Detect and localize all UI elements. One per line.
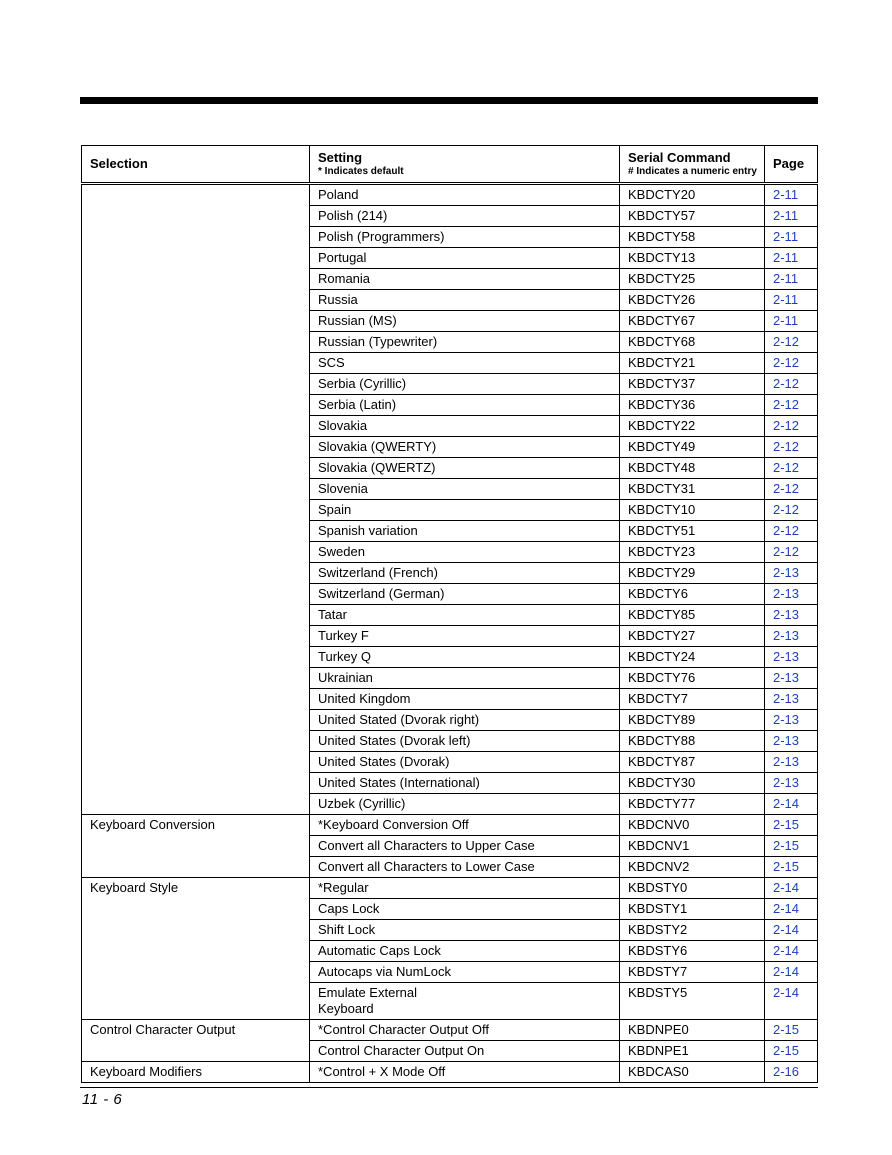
cell-page [765, 689, 818, 710]
table-row [82, 689, 818, 710]
cell-setting: Control Character Output On [310, 1041, 620, 1062]
cell-selection [82, 836, 310, 857]
table-row [82, 605, 818, 626]
page-link[interactable]: 2-11 [773, 229, 799, 244]
cell-serial-command: KBDCTY37 [620, 374, 765, 395]
table-body [82, 184, 818, 1083]
table-row [82, 332, 818, 353]
cell-selection [82, 1041, 310, 1062]
cell-page [765, 920, 818, 941]
table-header-row [82, 146, 818, 184]
page-link[interactable]: 2-13 [773, 775, 800, 790]
page-link[interactable]: 2-12 [773, 418, 800, 433]
cell-setting: Slovenia [310, 479, 620, 500]
cell-page [765, 437, 818, 458]
cell-selection [82, 311, 310, 332]
cell-serial-command: KBDCTY7 [620, 689, 765, 710]
cell-serial-command: KBDCTY10 [620, 500, 765, 521]
table-row [82, 857, 818, 878]
cell-page [765, 500, 818, 521]
cell-setting: United States (Dvorak left) [310, 731, 620, 752]
table-row [82, 227, 818, 248]
table-row [82, 542, 818, 563]
table-row [82, 710, 818, 731]
page-link[interactable]: 2-14 [773, 796, 800, 811]
cell-page [765, 479, 818, 500]
cell-setting: Caps Lock [310, 899, 620, 920]
cell-setting: *Control + X Mode Off [310, 1062, 620, 1083]
page-link[interactable]: 2-13 [773, 670, 800, 685]
cell-setting: Tatar [310, 605, 620, 626]
table-row [82, 184, 818, 206]
header-serial-command-label: Serial Command [628, 150, 731, 165]
page-link[interactable]: 2-11 [773, 271, 799, 286]
cell-setting: Autocaps via NumLock [310, 962, 620, 983]
cell-serial-command: KBDCTY30 [620, 773, 765, 794]
cell-selection [82, 689, 310, 710]
table-row [82, 1041, 818, 1062]
cell-serial-command: KBDSTY7 [620, 962, 765, 983]
cell-serial-command: KBDNPE1 [620, 1041, 765, 1062]
cell-setting: Russian (MS) [310, 311, 620, 332]
cell-page [765, 248, 818, 269]
cell-selection [82, 773, 310, 794]
cell-selection [82, 794, 310, 815]
cell-serial-command: KBDCTY29 [620, 563, 765, 584]
top-rule [80, 97, 818, 104]
page-link[interactable]: 2-13 [773, 586, 800, 601]
cell-page [765, 836, 818, 857]
cell-selection [82, 374, 310, 395]
cell-serial-command: KBDCTY51 [620, 521, 765, 542]
cell-selection [82, 416, 310, 437]
table-row [82, 899, 818, 920]
cell-selection [82, 731, 310, 752]
cell-page [765, 290, 818, 311]
cell-setting: United States (Dvorak) [310, 752, 620, 773]
page-link[interactable]: 2-12 [773, 334, 800, 349]
cell-selection [82, 479, 310, 500]
page-link[interactable]: 2-15 [773, 1043, 800, 1058]
page-link[interactable]: 2-12 [773, 460, 800, 475]
cell-setting: Shift Lock [310, 920, 620, 941]
cell-serial-command: KBDCNV2 [620, 857, 765, 878]
cell-setting: Romania [310, 269, 620, 290]
cell-serial-command: KBDCTY67 [620, 311, 765, 332]
cell-setting: Spanish variation [310, 521, 620, 542]
cell-selection [82, 899, 310, 920]
header-setting-label: Setting [318, 150, 363, 165]
table-row [82, 878, 818, 899]
table-row [82, 500, 818, 521]
table-row [82, 1020, 818, 1041]
header-setting [310, 146, 620, 184]
page-link[interactable]: 2-12 [773, 502, 800, 517]
page-link[interactable]: 2-13 [773, 712, 800, 727]
table-row [82, 206, 818, 227]
cell-serial-command: KBDCTY68 [620, 332, 765, 353]
cell-selection [82, 983, 310, 1020]
table-row [82, 437, 818, 458]
cell-setting: Turkey Q [310, 647, 620, 668]
cell-serial-command: KBDNPE0 [620, 1020, 765, 1041]
cell-serial-command: KBDSTY6 [620, 941, 765, 962]
cell-serial-command: KBDCTY31 [620, 479, 765, 500]
page-link[interactable]: 2-15 [773, 859, 800, 874]
cell-selection [82, 290, 310, 311]
cell-serial-command: KBDSTY5 [620, 983, 765, 1020]
cell-serial-command: KBDCTY76 [620, 668, 765, 689]
bottom-rule [80, 1087, 818, 1088]
cell-serial-command: KBDCTY85 [620, 605, 765, 626]
page-link[interactable]: 2-14 [773, 985, 800, 1000]
table-row [82, 962, 818, 983]
page-link[interactable]: 2-14 [773, 943, 800, 958]
table-row [82, 815, 818, 836]
table-row [82, 458, 818, 479]
cell-setting-line-2: Keyboard [318, 1001, 374, 1016]
page-link[interactable]: 2-12 [773, 544, 800, 559]
cell-serial-command: KBDSTY0 [620, 878, 765, 899]
header-page: Page [765, 146, 818, 184]
cell-setting: Portugal [310, 248, 620, 269]
table-row [82, 794, 818, 815]
table-row [82, 1062, 818, 1083]
table-row [82, 353, 818, 374]
table-row [82, 521, 818, 542]
cell-selection [82, 542, 310, 563]
page-link[interactable]: 2-12 [773, 355, 800, 370]
cell-page [765, 311, 818, 332]
table-row [82, 290, 818, 311]
cell-serial-command: KBDCTY36 [620, 395, 765, 416]
cell-setting: United Kingdom [310, 689, 620, 710]
cell-selection: Keyboard Modifiers [82, 1062, 310, 1083]
cell-page [765, 710, 818, 731]
cell-page [765, 563, 818, 584]
table-row [82, 563, 818, 584]
cell-serial-command: KBDCTY87 [620, 752, 765, 773]
table-row [82, 626, 818, 647]
cell-setting: *Regular [310, 878, 620, 899]
cell-selection [82, 521, 310, 542]
cell-setting: SCS [310, 353, 620, 374]
cell-page [765, 731, 818, 752]
page-link[interactable]: 2-13 [773, 754, 800, 769]
cell-setting: Serbia (Latin) [310, 395, 620, 416]
cell-selection [82, 668, 310, 689]
page-link[interactable]: 2-11 [773, 208, 799, 223]
cell-serial-command: KBDSTY2 [620, 920, 765, 941]
table-row [82, 416, 818, 437]
cell-setting: United States (International) [310, 773, 620, 794]
cell-selection [82, 353, 310, 374]
cell-selection [82, 563, 310, 584]
page-link[interactable]: 2-12 [773, 481, 800, 496]
table-row [82, 584, 818, 605]
cell-page [765, 857, 818, 878]
cell-page [765, 458, 818, 479]
page-link[interactable]: 2-11 [773, 313, 799, 328]
cell-setting: Slovakia [310, 416, 620, 437]
cell-page [765, 353, 818, 374]
cell-selection [82, 962, 310, 983]
page-link[interactable]: 2-13 [773, 649, 800, 664]
cell-setting: Convert all Characters to Upper Case [310, 836, 620, 857]
table-row [82, 773, 818, 794]
cell-serial-command: KBDCTY89 [620, 710, 765, 731]
cell-selection [82, 626, 310, 647]
cell-selection [82, 458, 310, 479]
cell-selection [82, 184, 310, 206]
header-setting-note: * Indicates default [318, 166, 404, 177]
table-row [82, 983, 818, 1020]
cell-serial-command: KBDCNV1 [620, 836, 765, 857]
cell-setting: Uzbek (Cyrillic) [310, 794, 620, 815]
cell-page [765, 962, 818, 983]
page-link[interactable]: 2-11 [773, 250, 799, 265]
cell-setting: *Keyboard Conversion Off [310, 815, 620, 836]
cell-selection [82, 710, 310, 731]
page-link[interactable]: 2-14 [773, 901, 800, 916]
cell-setting: United Stated (Dvorak right) [310, 710, 620, 731]
cell-selection [82, 752, 310, 773]
cell-selection [82, 395, 310, 416]
cell-page [765, 374, 818, 395]
cell-selection [82, 437, 310, 458]
cell-setting: Convert all Characters to Lower Case [310, 857, 620, 878]
cell-page [765, 1020, 818, 1041]
page-link[interactable]: 2-14 [773, 922, 800, 937]
cell-page [765, 878, 818, 899]
cell-selection: Keyboard Conversion [82, 815, 310, 836]
page-link[interactable]: 2-13 [773, 628, 800, 643]
cell-setting: Switzerland (German) [310, 584, 620, 605]
cell-setting: Polish (214) [310, 206, 620, 227]
header-selection: Selection [82, 146, 310, 184]
cell-setting: Serbia (Cyrillic) [310, 374, 620, 395]
cell-serial-command: KBDCTY23 [620, 542, 765, 563]
cell-selection [82, 857, 310, 878]
cell-page [765, 752, 818, 773]
cell-page [765, 983, 818, 1020]
cell-page [765, 1041, 818, 1062]
page-link[interactable]: 2-14 [773, 880, 800, 895]
page-link[interactable]: 2-15 [773, 1022, 800, 1037]
cell-serial-command: KBDCTY58 [620, 227, 765, 248]
cell-page [765, 227, 818, 248]
cell-serial-command: KBDCTY22 [620, 416, 765, 437]
cell-serial-command: KBDCTY21 [620, 353, 765, 374]
cell-serial-command: KBDCTY26 [620, 290, 765, 311]
cell-selection [82, 605, 310, 626]
cell-selection [82, 920, 310, 941]
cell-setting: Switzerland (French) [310, 563, 620, 584]
cell-page [765, 899, 818, 920]
page-link[interactable]: 2-13 [773, 691, 800, 706]
cell-page [765, 647, 818, 668]
page-link[interactable]: 2-11 [773, 187, 799, 202]
table-row [82, 395, 818, 416]
cell-serial-command: KBDCTY88 [620, 731, 765, 752]
cell-page [765, 184, 818, 206]
cell-setting: Turkey F [310, 626, 620, 647]
cell-serial-command: KBDCNV0 [620, 815, 765, 836]
cell-setting: Slovakia (QWERTZ) [310, 458, 620, 479]
page-link[interactable]: 2-16 [773, 1064, 800, 1079]
table-row [82, 668, 818, 689]
cell-setting: Automatic Caps Lock [310, 941, 620, 962]
cell-serial-command: KBDCTY57 [620, 206, 765, 227]
table-row [82, 248, 818, 269]
table-row [82, 479, 818, 500]
cell-page [765, 1062, 818, 1083]
header-serial-command [620, 146, 765, 184]
cell-setting: Poland [310, 184, 620, 206]
table-row [82, 374, 818, 395]
cell-page [765, 605, 818, 626]
page-number: 11 - 6 [82, 1091, 123, 1108]
cell-page [765, 395, 818, 416]
page-link[interactable]: 2-12 [773, 439, 800, 454]
cell-page [765, 206, 818, 227]
cell-selection [82, 584, 310, 605]
page-link[interactable]: 2-12 [773, 376, 800, 391]
cell-setting: Ukrainian [310, 668, 620, 689]
page-link[interactable]: 2-13 [773, 565, 800, 580]
cell-selection [82, 248, 310, 269]
cell-page [765, 521, 818, 542]
table-row [82, 311, 818, 332]
page-link[interactable]: 2-12 [773, 397, 800, 412]
page-link[interactable]: 2-15 [773, 817, 800, 832]
cell-page [765, 941, 818, 962]
cell-page [765, 542, 818, 563]
cell-setting: Polish (Programmers) [310, 227, 620, 248]
cell-serial-command: KBDCTY13 [620, 248, 765, 269]
cell-page [765, 773, 818, 794]
table-row [82, 731, 818, 752]
cell-setting-line-1: Emulate External [318, 985, 417, 1000]
cell-selection [82, 647, 310, 668]
cell-setting [310, 983, 620, 1020]
cell-page [765, 269, 818, 290]
page-link[interactable]: 2-13 [773, 607, 800, 622]
cell-serial-command: KBDCTY6 [620, 584, 765, 605]
cell-page [765, 416, 818, 437]
table-row [82, 752, 818, 773]
cell-selection [82, 227, 310, 248]
table-row [82, 941, 818, 962]
cell-page [765, 626, 818, 647]
cell-page [765, 332, 818, 353]
table-row [82, 647, 818, 668]
cell-selection: Keyboard Style [82, 878, 310, 899]
cell-selection [82, 500, 310, 521]
table-row [82, 920, 818, 941]
cell-page [765, 668, 818, 689]
header-serial-command-note: # Indicates a numeric entry [628, 166, 757, 177]
cell-serial-command: KBDCTY49 [620, 437, 765, 458]
cell-setting: *Control Character Output Off [310, 1020, 620, 1041]
cell-setting: Russian (Typewriter) [310, 332, 620, 353]
cell-serial-command: KBDCTY24 [620, 647, 765, 668]
page-link[interactable]: 2-15 [773, 838, 800, 853]
page-link[interactable]: 2-13 [773, 733, 800, 748]
cell-setting: Spain [310, 500, 620, 521]
cell-selection [82, 206, 310, 227]
cell-serial-command: KBDCTY27 [620, 626, 765, 647]
cell-serial-command: KBDCTY48 [620, 458, 765, 479]
cell-setting: Slovakia (QWERTY) [310, 437, 620, 458]
cell-page [765, 584, 818, 605]
page-link[interactable]: 2-14 [773, 964, 800, 979]
cell-page [765, 815, 818, 836]
cell-selection [82, 332, 310, 353]
cell-setting: Sweden [310, 542, 620, 563]
table-row [82, 269, 818, 290]
cell-setting: Russia [310, 290, 620, 311]
cell-page [765, 794, 818, 815]
cell-serial-command: KBDCTY77 [620, 794, 765, 815]
cell-selection [82, 941, 310, 962]
cell-serial-command: KBDCTY20 [620, 184, 765, 206]
cell-selection [82, 269, 310, 290]
cell-serial-command: KBDCTY25 [620, 269, 765, 290]
cell-selection: Control Character Output [82, 1020, 310, 1041]
serial-command-table [81, 145, 818, 1083]
page-link[interactable]: 2-12 [773, 523, 800, 538]
page-link[interactable]: 2-11 [773, 292, 799, 307]
cell-serial-command: KBDCAS0 [620, 1062, 765, 1083]
table-row [82, 836, 818, 857]
cell-serial-command: KBDSTY1 [620, 899, 765, 920]
